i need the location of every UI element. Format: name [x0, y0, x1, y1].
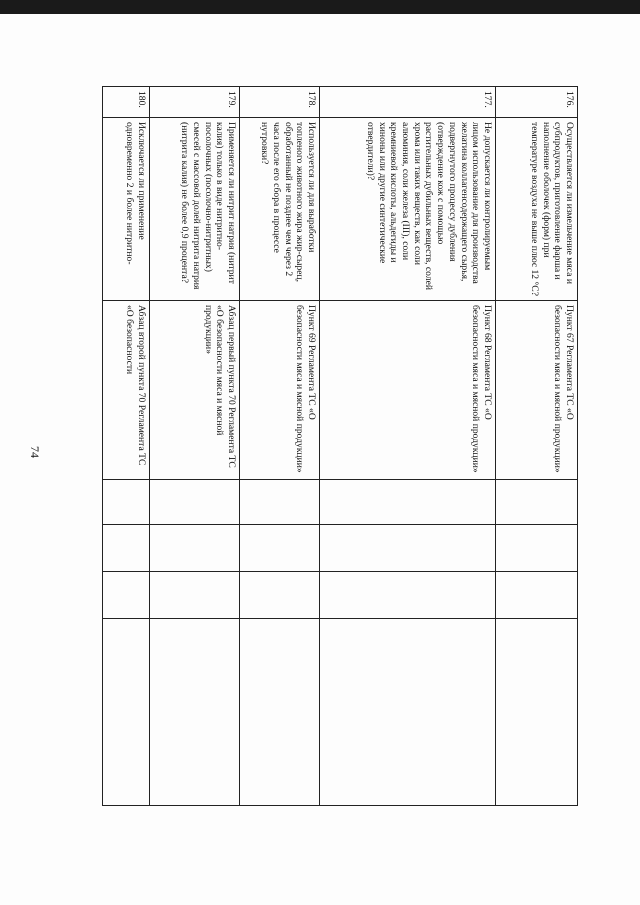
note-cell: [320, 619, 496, 806]
answer-cell: [496, 525, 578, 572]
table-row: [496, 87, 578, 806]
checklist-table: [102, 86, 578, 806]
requirement-question: Используется ли для выработки топленого животного жира жир-сырец, обработанный не позднее чем через 2 часа после его сбора в процессе нутровки?: [240, 118, 320, 301]
answer-cell: [240, 525, 320, 572]
answer-cell: [320, 480, 496, 525]
requirement-question: Исключается ли применение одновременно 2 и более нитритно-: [103, 118, 150, 301]
regulation-reference: Абзац первый пункта 70 Регламента ТС «О безопасности мяса и мясной продукции»: [150, 301, 240, 480]
row-number: 177.: [320, 87, 496, 118]
answer-cell: [320, 525, 496, 572]
answer-cell: [320, 572, 496, 619]
note-cell: [103, 619, 150, 806]
requirement-question: Осуществляется ли измельчение мяса и субпродуктов, приготовление фарша и наполнение оболочек (форм) при температуре воздуха не выше плюс 12 °С?: [496, 118, 578, 301]
table-row: [240, 87, 320, 806]
answer-cell: [103, 572, 150, 619]
answer-cell: [150, 572, 240, 619]
answer-cell: [240, 480, 320, 525]
row-number: 180.: [103, 87, 150, 118]
answer-cell: [103, 480, 150, 525]
table-row: [150, 87, 240, 806]
note-cell: [496, 619, 578, 806]
regulation-reference: Пункт 69 Регламента ТС «О безопасности мяса и мясной продукции»: [240, 301, 320, 480]
note-cell: [240, 619, 320, 806]
regulation-reference: Пункт 68 Регламента ТС «О безопасности мяса и мясной продукции»: [320, 301, 496, 480]
answer-cell: [150, 525, 240, 572]
answer-cell: [150, 480, 240, 525]
scan-edge: [0, 0, 640, 14]
checklist-table-rotated: [103, 86, 578, 806]
table-row: [103, 87, 150, 806]
row-number: 179.: [150, 87, 240, 118]
page-number: 74: [28, 446, 42, 458]
answer-cell: [496, 480, 578, 525]
requirement-question: Применяется ли нитрит натрия (нитрит калия) только в виде нитритно-посолочных (посолочно-нитритных) смесей с массовой долей нитрита натрия (нитрита калия) не более 0,9 процента?: [150, 118, 240, 301]
regulation-reference: Пункт 67 Регламента ТС «О безопасности мяса и мясной продукции»: [496, 301, 578, 480]
note-cell: [150, 619, 240, 806]
regulation-reference: Абзац второй пункта 70 Регламента ТС «О безопасности: [103, 301, 150, 480]
table-row: [320, 87, 496, 806]
answer-cell: [240, 572, 320, 619]
row-number: 176.: [496, 87, 578, 118]
answer-cell: [103, 525, 150, 572]
row-number: 178.: [240, 87, 320, 118]
answer-cell: [496, 572, 578, 619]
requirement-question: Не допускается ли контролируемым лицом использование для производства желатина коллагенсодержащего сырья, подвергнутого процессу дубления (отверждение кож с помощью растительных дубильных веществ, солей хрома или таких веществ, как соли алюминия, соли железа (III), соли кремниевой кислоты, альдегиды и хиноны или другие синтетические отвердители)?: [320, 118, 496, 301]
